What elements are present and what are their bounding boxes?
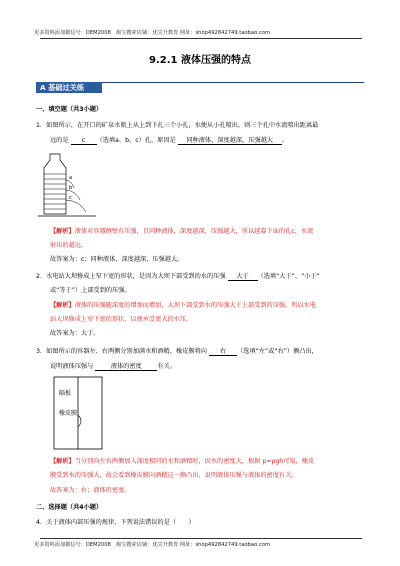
q3-text-c: 说明液体压强与 bbox=[50, 363, 94, 370]
q3-text-a: 3．如图所示的容器左、右两侧分别加满水和酒精，橡皮膜将向 bbox=[36, 348, 207, 355]
q1-analysis-text: 液体对容器侧壁有压强，且同种液体，深度越深，压强越大，所以越靠下面的孔c，水流 bbox=[74, 228, 314, 235]
q3-analysis-text: 当分别向左右两侧加入深度相同的水和酒精时，因水的密度大，根据 p=ρgh可知，橡皮 bbox=[74, 458, 315, 465]
q2-analysis-label: 【解析】 bbox=[50, 302, 75, 309]
q1-text-a: 远的是 bbox=[50, 137, 69, 144]
q3-line2 bbox=[50, 361, 176, 371]
q4-line1: 4．关于液体内部压强的规律，下列说法错误的是（ ） bbox=[36, 519, 195, 526]
hole-label-b: b bbox=[69, 185, 73, 191]
q3-analysis1 bbox=[50, 456, 314, 465]
hole-label-a: a bbox=[69, 175, 73, 181]
membrane-label: 橡皮膜 bbox=[59, 410, 78, 417]
part1-heading: 一、填空题（共3小题） bbox=[36, 106, 103, 113]
q3-blank1: 右 bbox=[209, 346, 237, 356]
q3-answer: 故答案为：右；液体的密度。 bbox=[50, 487, 131, 494]
q3-analysis-label: 【解析】 bbox=[50, 458, 75, 465]
q2-line2: 或“等于”）上部受到的压强。 bbox=[50, 287, 131, 294]
q2-text-b: （选填“大于”、“小于” bbox=[257, 273, 320, 280]
q2-answer: 故答案为：大于。 bbox=[50, 330, 100, 337]
q1-line1: 1．如图所示，在开口的矿泉水瓶上从上到下扎三个小孔，水便从小孔喷出，则三个孔中水流喷出距离最 bbox=[36, 122, 319, 129]
hole-label-c: c bbox=[69, 195, 72, 201]
q1-blank1: c bbox=[71, 137, 97, 145]
membrane-bulge bbox=[78, 415, 81, 427]
q1-analysis1 bbox=[50, 226, 313, 235]
q1-line2 bbox=[50, 135, 288, 145]
q1-blank2: 同种液体，深度越深，压强越大 bbox=[178, 135, 282, 145]
part2-heading: 二、选择题（共4小题） bbox=[36, 504, 103, 511]
q3-blank2: 液体的密度 bbox=[95, 361, 157, 371]
q1-text-c: 。 bbox=[281, 137, 288, 144]
q3-line1 bbox=[36, 346, 318, 356]
section-a-tag bbox=[36, 82, 102, 93]
page-header: 更多资料添加微信号：DEM2008 淘宝搜索店铺：优尖升教育 网址：shop492842749.taobao.com bbox=[34, 30, 270, 36]
q1-analysis-label: 【解析】 bbox=[50, 228, 75, 235]
bottle-rings bbox=[44, 174, 66, 209]
q1-answer: 故答案为：c；同种液体，深度越深，压强越大。 bbox=[50, 256, 184, 263]
q2-analysis1 bbox=[50, 300, 316, 309]
q2-analysis-text: 液体的压强随深度的增加而增加，大坝下部受到水的压强大于上部受到的压强，所以水电 bbox=[74, 302, 317, 309]
q3-analysis2: 膜受到水的压强大，故会看到橡皮膜向酒精这一侧凸出，说明液体压强与液体的密度有关。 bbox=[50, 472, 298, 479]
q2-blank: 大于 bbox=[228, 271, 258, 281]
header-rule bbox=[40, 38, 362, 39]
q2-text-a: 2．水电站大坝修成上窄下宽的形状，是因为大坝下部受到的水的压强 bbox=[36, 273, 226, 280]
q2-analysis2: 站大坝修成上窄下宽的形状，以便承受更大的水压。 bbox=[50, 316, 193, 323]
q1-text-b: （选填a、b、c）孔，原因是 bbox=[96, 137, 176, 144]
page-title: 9.2.1 液体压强的特点 bbox=[149, 55, 251, 66]
q2-line1 bbox=[36, 271, 320, 281]
footer-rule bbox=[40, 538, 362, 539]
page-footer: 更多资料添加微信号：DEM2008 淘宝搜索店铺：优尖升教育 网址：shop492842749.taobao.com bbox=[34, 542, 270, 548]
bottle-figure bbox=[38, 150, 96, 220]
container-figure bbox=[50, 375, 106, 451]
q3-text-d: 有关。 bbox=[157, 363, 176, 370]
q3-text-b: （选填“左”或“右”）侧凸出， bbox=[236, 348, 318, 355]
section-a-label: A 基础过关练 bbox=[40, 83, 85, 92]
partition-label: 隔板 bbox=[59, 390, 72, 397]
q1-analysis2: 射出的越远。 bbox=[50, 242, 88, 249]
